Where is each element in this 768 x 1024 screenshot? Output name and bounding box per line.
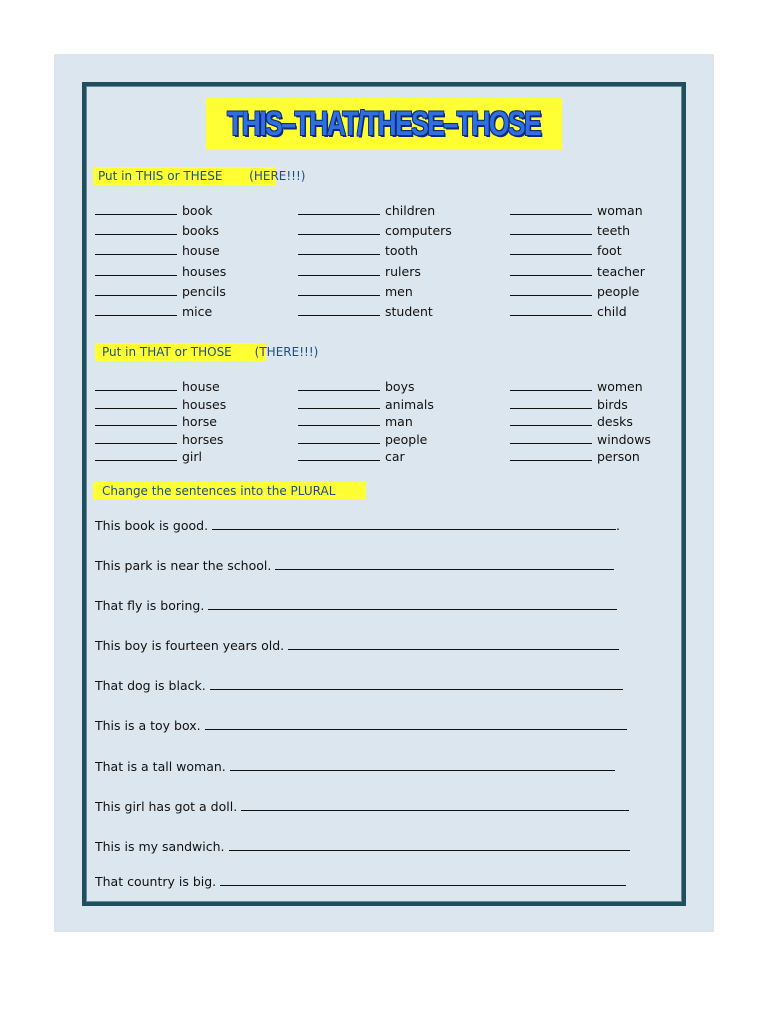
fill-in-row xyxy=(298,432,427,447)
word-label: birds xyxy=(597,396,628,412)
fill-in-row xyxy=(95,264,226,279)
answer-blank[interactable] xyxy=(510,243,592,255)
word-label: tooth xyxy=(385,243,419,259)
fill-in-row xyxy=(298,397,434,412)
page-title: THIS–THAT/THESE–THOSE xyxy=(227,104,541,143)
fill-in-row xyxy=(298,284,413,299)
word-label: student xyxy=(385,304,433,319)
sentence-text: This book is good. xyxy=(95,518,209,533)
fill-in-row xyxy=(510,379,643,394)
sentence-text: That dog is black. xyxy=(95,678,206,693)
answer-blank[interactable] xyxy=(298,449,380,461)
fill-in-row xyxy=(510,397,628,412)
word-label: car xyxy=(385,449,405,465)
fill-in-row xyxy=(95,223,219,238)
word-label: men xyxy=(385,283,413,299)
answer-blank[interactable] xyxy=(95,264,177,276)
fill-in-row xyxy=(95,243,220,258)
end-period: . xyxy=(616,518,620,533)
fill-in-row xyxy=(95,203,212,218)
fill-in-row xyxy=(95,284,226,299)
fill-in-row xyxy=(510,432,651,447)
sentence-text: This park is near the school. xyxy=(95,558,272,573)
fill-in-row xyxy=(510,449,640,464)
fill-in-row xyxy=(510,284,639,299)
word-label: mice xyxy=(182,304,213,319)
title-banner xyxy=(206,98,562,150)
answer-line[interactable] xyxy=(208,608,617,610)
answer-blank[interactable] xyxy=(510,397,592,409)
fill-in-row xyxy=(510,304,627,319)
sentence-row xyxy=(95,759,615,774)
word-label: teacher xyxy=(597,263,645,279)
fill-in-row xyxy=(298,243,418,258)
word-label: houses xyxy=(182,263,227,279)
word-label: teeth xyxy=(597,223,631,239)
word-label: house xyxy=(182,379,220,394)
word-label: desks xyxy=(597,414,633,430)
fill-in-row xyxy=(95,397,226,412)
fill-in-row xyxy=(298,449,405,464)
sentence-row xyxy=(95,638,619,653)
answer-blank[interactable] xyxy=(298,304,380,316)
word-label: house xyxy=(182,243,220,259)
sentence-row xyxy=(95,874,626,889)
sentence-text: This girl has got a doll. xyxy=(95,799,238,814)
word-label: windows xyxy=(597,431,651,447)
answer-blank[interactable] xyxy=(510,223,592,235)
answer-blank[interactable] xyxy=(95,414,177,426)
word-label: rulers xyxy=(385,263,421,279)
word-label: people xyxy=(385,431,428,447)
answer-line[interactable] xyxy=(241,809,629,811)
answer-blank[interactable] xyxy=(95,284,177,296)
sentence-text: This is a toy box. xyxy=(95,718,201,733)
word-label: pencils xyxy=(182,283,226,299)
fill-in-row xyxy=(95,432,223,447)
sentence-row xyxy=(95,558,614,573)
sentence-text: This boy is fourteen years old. xyxy=(95,638,285,653)
sentence-row xyxy=(95,718,627,733)
sentence-text: That country is big. xyxy=(95,874,217,889)
answer-blank[interactable] xyxy=(95,223,177,235)
answer-blank[interactable] xyxy=(95,432,177,444)
answer-line[interactable] xyxy=(275,568,614,570)
word-label: computers xyxy=(385,223,452,239)
word-label: child xyxy=(597,304,627,319)
answer-blank[interactable] xyxy=(95,397,177,409)
answer-blank[interactable] xyxy=(298,379,380,391)
answer-blank[interactable] xyxy=(298,223,380,235)
fill-in-row xyxy=(298,203,435,218)
fill-in-row xyxy=(298,304,433,319)
answer-blank[interactable] xyxy=(510,449,592,461)
sentence-row xyxy=(95,518,620,533)
answer-line[interactable] xyxy=(288,648,619,650)
section3-heading: Change the sentences into the PLURAL xyxy=(93,482,366,500)
fill-in-row xyxy=(298,264,421,279)
answer-blank[interactable] xyxy=(298,264,380,276)
sentence-text: This is my sandwich. xyxy=(95,839,225,854)
fill-in-row xyxy=(95,414,217,429)
word-label: people xyxy=(597,283,640,299)
sentence-row xyxy=(95,839,630,854)
answer-line[interactable] xyxy=(210,688,623,690)
word-label: animals xyxy=(385,396,434,412)
answer-blank[interactable] xyxy=(298,397,380,409)
section1-heading: Put in THIS or THESE (HERE!!!) xyxy=(93,167,276,185)
answer-line[interactable] xyxy=(230,769,615,771)
fill-in-row xyxy=(95,379,220,394)
answer-line[interactable] xyxy=(212,528,616,530)
sentence-row xyxy=(95,799,629,814)
sentence-row xyxy=(95,598,617,613)
answer-blank[interactable] xyxy=(298,432,380,444)
answer-blank[interactable] xyxy=(298,203,380,215)
fill-in-row xyxy=(510,414,633,429)
fill-in-row xyxy=(510,264,645,279)
answer-blank[interactable] xyxy=(95,243,177,255)
sentence-row xyxy=(95,678,623,693)
answer-blank[interactable] xyxy=(95,379,177,391)
word-label: foot xyxy=(597,243,622,259)
section2-heading: Put in THAT or THOSE (THERE!!!) xyxy=(95,343,266,361)
fill-in-row xyxy=(95,449,202,464)
answer-line[interactable] xyxy=(220,884,626,886)
word-label: books xyxy=(182,223,219,239)
word-label: boys xyxy=(385,379,415,394)
sentence-text: That fly is boring. xyxy=(95,598,205,613)
word-label: women xyxy=(597,379,643,394)
answer-blank[interactable] xyxy=(298,414,380,426)
fill-in-row xyxy=(510,243,622,258)
word-label: horse xyxy=(182,414,217,430)
answer-line[interactable] xyxy=(229,849,630,851)
answer-blank[interactable] xyxy=(510,304,592,316)
answer-line[interactable] xyxy=(205,728,627,730)
fill-in-row xyxy=(298,414,413,429)
word-label: woman xyxy=(597,203,643,218)
fill-in-row xyxy=(298,223,452,238)
word-label: girl xyxy=(182,449,203,465)
word-label: children xyxy=(385,203,436,218)
answer-blank[interactable] xyxy=(298,284,380,296)
word-label: book xyxy=(182,203,213,218)
word-label: person xyxy=(597,449,640,465)
answer-blank[interactable] xyxy=(95,449,177,461)
answer-blank[interactable] xyxy=(510,432,592,444)
sentence-text: That is a tall woman. xyxy=(95,759,226,774)
answer-blank[interactable] xyxy=(510,284,592,296)
answer-blank[interactable] xyxy=(510,379,592,391)
fill-in-row xyxy=(510,203,643,218)
answer-blank[interactable] xyxy=(95,304,177,316)
fill-in-row xyxy=(298,379,415,394)
fill-in-row xyxy=(95,304,212,319)
answer-blank[interactable] xyxy=(95,203,177,215)
answer-blank[interactable] xyxy=(510,264,592,276)
word-label: horses xyxy=(182,431,224,447)
word-label: man xyxy=(385,414,413,430)
answer-blank[interactable] xyxy=(510,203,592,215)
answer-blank[interactable] xyxy=(298,243,380,255)
answer-blank[interactable] xyxy=(510,414,592,426)
word-label: houses xyxy=(182,396,227,412)
fill-in-row xyxy=(510,223,630,238)
